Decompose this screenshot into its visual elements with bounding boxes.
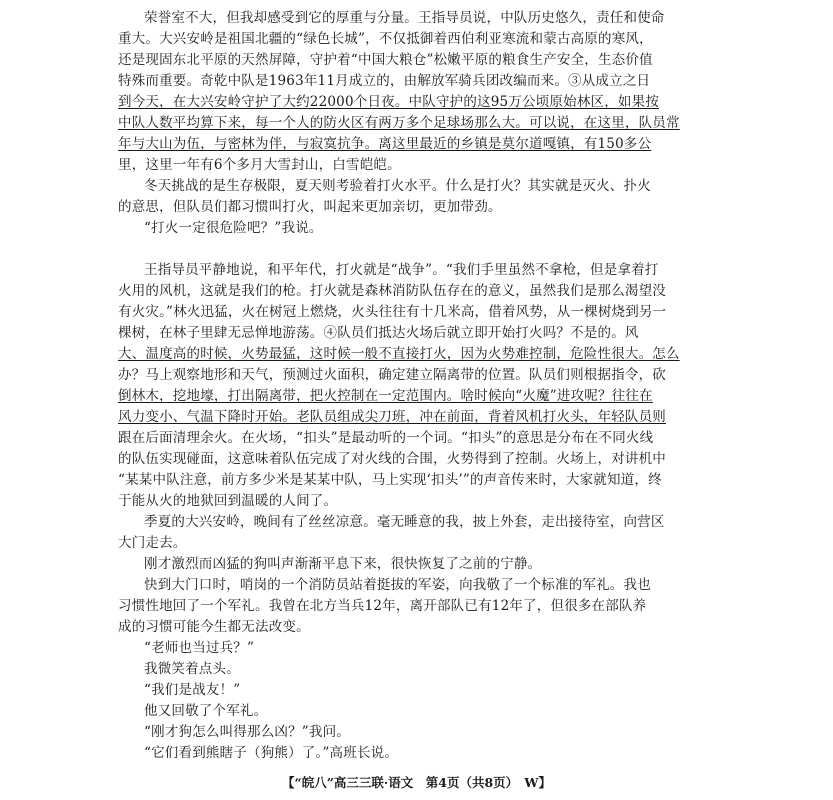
text-line: 成的习惯可能今生都无法改变。 bbox=[118, 619, 310, 635]
underlined-line: 年与大山为伍，与密林为伴，与寂寞抗争。离这里最近的乡镇是莫尔道嘎镇，有150多公 bbox=[118, 136, 652, 152]
text-line: 大门走去。 bbox=[118, 535, 187, 551]
text-line: 季夏的大兴安岭，晚间有了丝丝凉意。毫无睡意的我，披上外套，走出接待室，向营区 bbox=[144, 514, 665, 530]
text-line: 特殊而重要。奇乾中队是1963年11月成立的，由解放军骑兵团改编而来。③从成立之日 bbox=[118, 73, 651, 89]
text-line: “刚才狗怎么叫得那么凶？”我问。 bbox=[144, 724, 351, 740]
text-line: 跟在后面清理余火。在火场，“扣头”是最动听的一个词。“扣头”的意思是分布在不同火线 bbox=[118, 430, 654, 446]
text-line: “某某中队注意，前方多少米是某某中队，马上实现‘扣头’”的声音传来时，大家就知道，终 bbox=[118, 472, 662, 488]
text-line: 的队伍实现碰面，这意味着队伍完成了对火线的合围，火势得到了控制。火场上，对讲机中 bbox=[118, 451, 666, 467]
text-line: 棵树，在林子里肆无忌惮地游荡。④队员们抵达火场后就立即开始打火吗？不是的。风 bbox=[118, 325, 639, 341]
text-line: “打火一定很危险吧？”我说。 bbox=[144, 220, 323, 236]
underlined-line: 中队人数平均算下来，每一个人的防火区有两万多个足球场那么大。可以说，在这里，队员常 bbox=[118, 115, 680, 131]
text-line: 于能从火的地狱回到温暖的人间了。 bbox=[118, 493, 338, 509]
text-line: “老师也当过兵？” bbox=[144, 640, 255, 656]
text-line: “我们是战友！” bbox=[144, 682, 241, 698]
text-line: 里，这里一年有6个多月大雪封山，白雪皑皑。 bbox=[118, 157, 401, 173]
text-line: 刚才激烈而凶猛的狗叫声渐渐平息下来，很快恢复了之前的宁静。 bbox=[144, 556, 542, 572]
text-line: 王指导员平静地说，和平年代，打火就是“战争”。“我们手里虽然不拿枪，但是拿着打 bbox=[144, 262, 659, 278]
underlined-line: 倒林木，挖地壕，打出隔离带，把火控制在一定范围内。啥时候向“火魔”进攻呢？往往在 bbox=[118, 388, 653, 404]
text-line: 快到大门口时，哨岗的一个消防员站着挺拔的军姿，向我敬了一个标准的军礼。我也 bbox=[144, 577, 651, 593]
text-line: 他又回敬了个军礼。 bbox=[144, 703, 268, 719]
text-line: 火用的风机，这就是我们的枪。打火就是森林消防队伍存在的意义，虽然我们是那么渴望没 bbox=[118, 283, 666, 299]
underlined-line: 大、温度高的时候，火势最猛，这时候一般不直接打火，因为火势难控制，危险性很大。怎么 bbox=[118, 346, 680, 362]
text-line: 有火灾。”林火迅猛，火在树冠上燃烧，火头往往有十几米高，借着风势，从一棵树烧到另一 bbox=[118, 304, 667, 320]
text-line: 的意思，但队员们都习惯叫打火，叫起来更加亲切，更加带劲。 bbox=[118, 199, 502, 215]
text-line bbox=[118, 239, 710, 260]
text-line: 冬天挑战的是生存极限，夏天则考验着打火水平。什么是打火？其实就是灭火、扑火 bbox=[144, 178, 651, 194]
text-line: 办？马上观察地形和天气，预测过火面积，确定建立隔离带的位置。队员们则根据指令，砍 bbox=[118, 367, 666, 383]
text-line: 习惯性地回了一个军礼。我曾在北方当兵12年，离开部队已有12年了，但很多在部队养 bbox=[118, 598, 647, 614]
text-line: 还是现固东北平原的天然屏障，守护着“中国大粮仓”松嫩平原的粮食生产安全，生态价值 bbox=[118, 52, 653, 68]
underlined-line: 到今天，在大兴安岭守护了大约22000个日夜。中队守护的这95万公顷原始林区，如果按 bbox=[118, 94, 660, 110]
page-footer: 【“皖八”高三三联·语文 第4页（共8页） W】 bbox=[282, 775, 551, 790]
text-line: 我微笑着点头。 bbox=[144, 661, 240, 677]
underlined-line: 风力变小、气温下降时开始。老队员组成尖刀班，冲在前面，背着风机打火头，年轻队员则 bbox=[118, 409, 666, 425]
text-line: 重大。大兴安岭是祖国北疆的“绿色长城”，不仅抵御着西伯利亚寒流和蒙古高原的寒风， bbox=[118, 31, 653, 47]
text-line: “它们看到熊瞎子（狗熊）了。”高班长说。 bbox=[144, 745, 399, 761]
text-line: 荣誉室不大，但我却感受到它的厚重与分量。王指导员说，中队历史悠久，责任和使命 bbox=[144, 10, 665, 26]
